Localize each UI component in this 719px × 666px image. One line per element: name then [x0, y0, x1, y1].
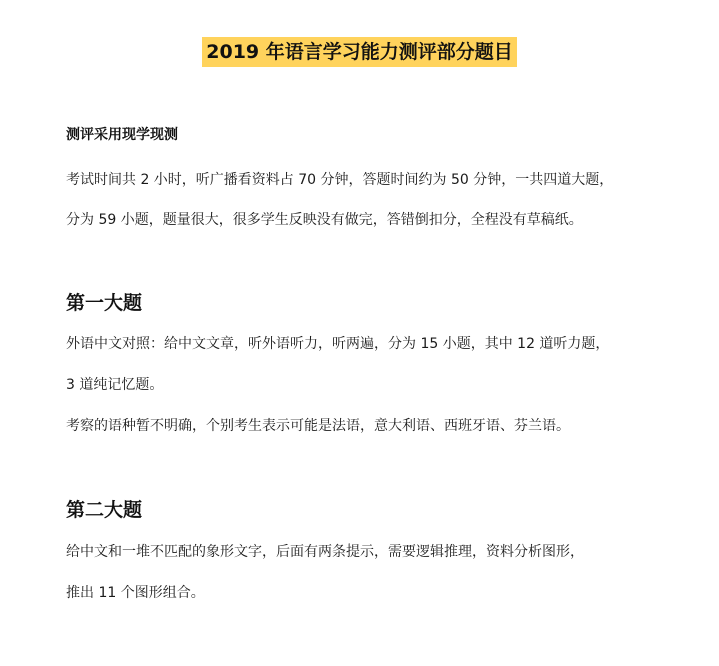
section1-line-3: 考察的语种暂不明确，个别考生表示可能是法语，意大利语、西班牙语、芬兰语。 [66, 418, 570, 434]
intro-line-2: 分为 59 小题，题量很大，很多学生反映没有做完，答错倒扣分，全程没有草稿纸。 [66, 212, 583, 228]
intro-heading: 测评采用现学现测 [66, 127, 178, 143]
section1-line-1: 外语中文对照：给中文文章，听外语听力，听两遍，分为 15 小题，其中 12 道听力题， [66, 336, 610, 352]
section2-line-1: 给中文和一堆不匹配的象形文字，后面有两条提示，需要逻辑推理，资料分析图形， [66, 544, 584, 560]
section1-heading: 第一大题 [66, 292, 143, 314]
section2-heading: 第二大题 [66, 499, 143, 521]
intro-line-1: 考试时间共 2 小时，听广播看资料占 70 分钟，答题时间约为 50 分钟，一共四道大题， [66, 172, 614, 188]
section1-line-2: 3 道纯记忆题。 [66, 377, 164, 393]
title-wrapper [0, 37, 719, 67]
section2-line-2: 推出 11 个图形组合。 [66, 585, 205, 601]
document-title: 2019 年语言学习能力测评部分题目 [202, 37, 517, 67]
